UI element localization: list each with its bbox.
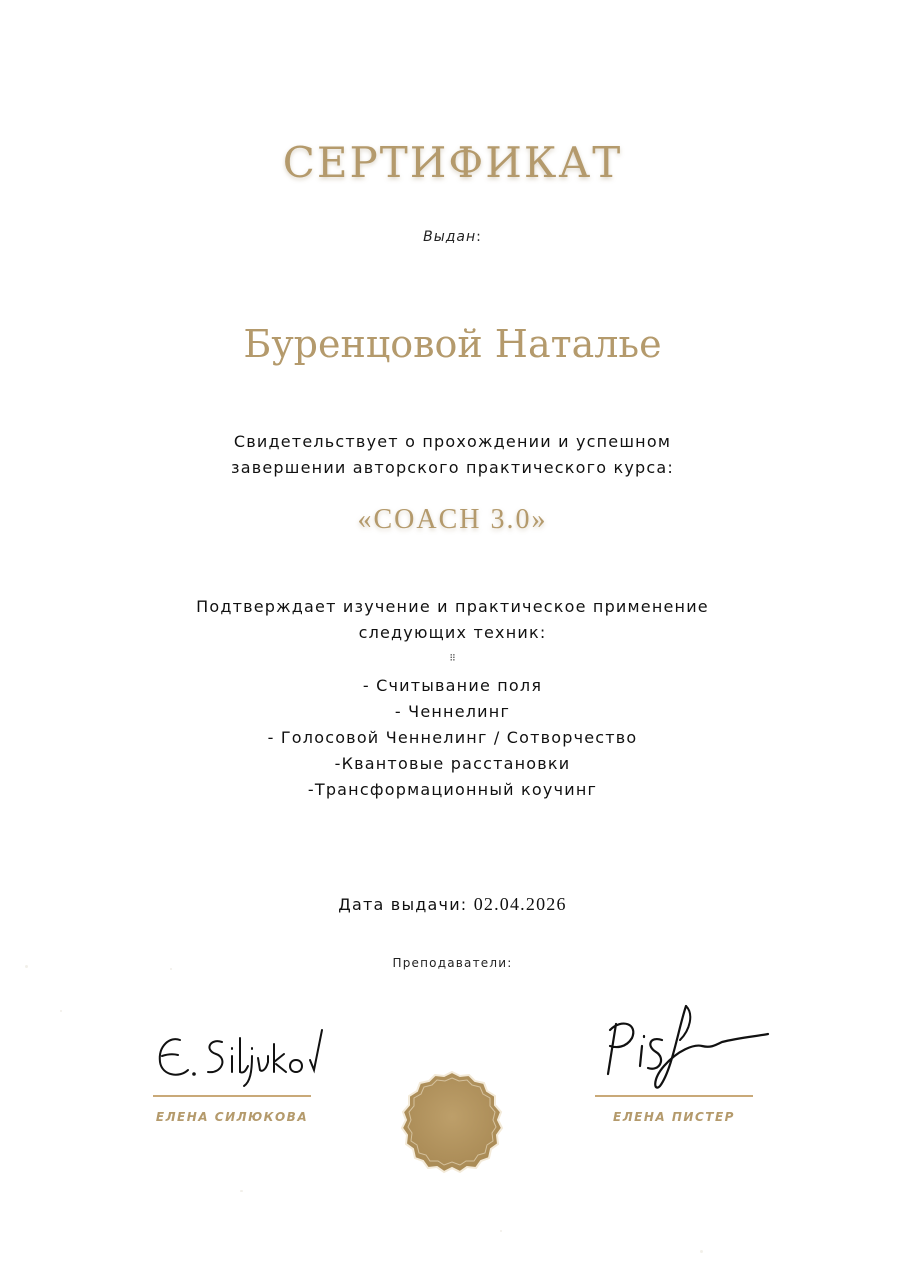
issued-colon: : [476, 229, 482, 245]
list-item: -Трансформационный коучинг [307, 780, 598, 799]
date-value: 02.04.2026 [473, 894, 567, 914]
confirm-text [0, 594, 905, 646]
techniques-list [0, 673, 905, 803]
date-label: Дата выдачи: [338, 895, 468, 914]
signature-left-icon [150, 1022, 330, 1092]
course-name: «COACH 3.0» [357, 504, 548, 535]
intro-text [0, 429, 905, 481]
signature-right-icon [598, 1000, 773, 1095]
confirm-line: Подтверждает изучение и практическое применение [196, 597, 709, 616]
list-item: - Голосовой Ченнелинг / Сотворчество [267, 728, 638, 747]
issue-date [0, 894, 905, 915]
recipient-name: Буренцовой Наталье [243, 322, 662, 366]
certificate-title: СЕРТИФИКАТ [282, 138, 623, 187]
intro-line: Свидетельствует о прохождении и успешном [233, 432, 672, 451]
teachers-label: Преподаватели: [392, 956, 513, 970]
list-item: -Квантовые расстановки [334, 754, 571, 773]
teacher-name-right: ЕЛЕНА ПИСТЕР [613, 1110, 735, 1124]
list-item: - Ченнелинг [394, 702, 511, 721]
dots-ornament-icon: ⠿ [449, 653, 456, 663]
confirm-line: следующих техник: [358, 623, 547, 642]
issued-line [0, 229, 905, 245]
seal-icon [398, 1068, 506, 1176]
issued-label: Выдан [423, 229, 477, 245]
intro-line: завершении авторского практического курса: [231, 458, 674, 477]
list-item: - Считывание поля [362, 676, 543, 695]
teacher-name-left: ЕЛЕНА СИЛЮКОВА [155, 1110, 309, 1124]
